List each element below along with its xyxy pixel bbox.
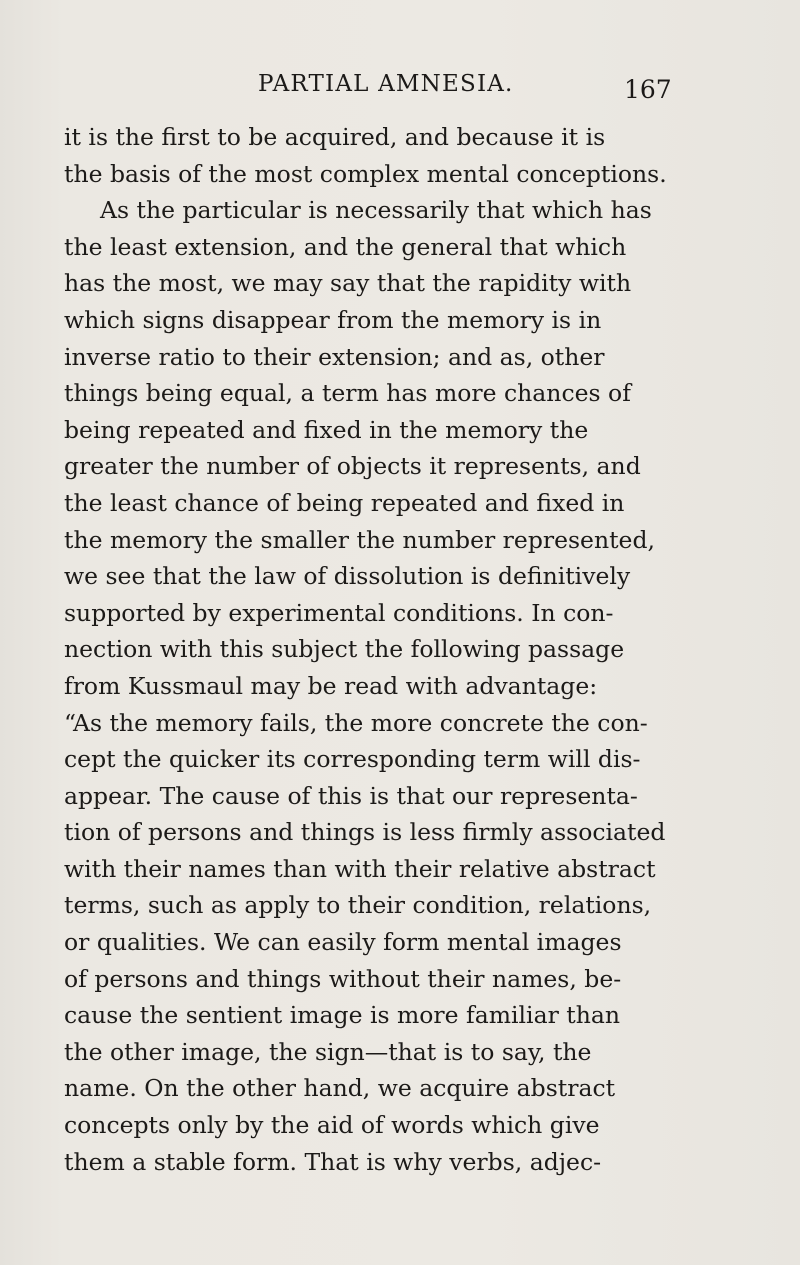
text-line-content: cept the quicker its corresponding term will dis- — [64, 745, 641, 774]
text-line-content: the other image, the sign—that is to say, the — [64, 1037, 592, 1066]
text-line-content: As the particular is necessarily that which has — [100, 196, 652, 225]
text-line — [64, 705, 684, 742]
text-line — [64, 778, 684, 815]
text-line — [64, 302, 684, 339]
text-line-content: supported by experimental conditions. In con- — [64, 598, 614, 627]
text-line-content: the least extension, and the general that which — [64, 232, 627, 261]
text-line — [64, 668, 684, 705]
text-line — [64, 887, 684, 924]
text-line — [64, 448, 684, 485]
text-line-content: being repeated and fixed in the memory the — [64, 415, 589, 444]
text-line-content: name. On the other hand, we acquire abstract — [64, 1074, 616, 1103]
text-line-content: “As the memory fails, the more concrete the con- — [64, 708, 648, 737]
text-line — [64, 1144, 684, 1181]
text-line-content: appear. The cause of this is that our representa- — [64, 781, 638, 810]
text-line — [64, 558, 684, 595]
text-line-content: with their names than with their relative abstract — [64, 854, 656, 883]
text-line-content: it is the first to be acquired, and because it is — [64, 123, 606, 151]
text-line-content: them a stable form. That is why verbs, adjec- — [64, 1147, 602, 1176]
text-line-content: concepts only by the aid of words which give — [64, 1111, 600, 1140]
text-line — [64, 851, 684, 888]
text-line-content: terms, such as apply to their condition, relations, — [64, 891, 652, 920]
text-line-content: tion of persons and things is less firmly associated — [64, 818, 666, 847]
text-line-content: things being equal, a term has more chances of — [64, 379, 631, 408]
text-line — [64, 156, 684, 193]
text-line — [64, 522, 684, 559]
text-line-content: has the most, we may say that the rapidity with — [64, 269, 632, 298]
text-line-content: nection with this subject the following passage — [64, 635, 625, 664]
body-text — [64, 119, 684, 1180]
text-line — [64, 412, 684, 449]
text-line — [64, 1070, 684, 1107]
text-line-content: cause the sentient image is more familiar than — [64, 1001, 621, 1030]
text-line — [64, 997, 684, 1034]
text-line-content: which signs disappear from the memory is in — [64, 305, 602, 334]
text-line-content: we see that the law of dissolution is definitively — [64, 562, 631, 591]
text-line — [64, 265, 684, 302]
text-line-content: from Kussmaul may be read with advantage: — [64, 671, 598, 700]
text-line — [64, 192, 684, 229]
text-line — [64, 339, 684, 376]
text-line — [64, 741, 684, 778]
text-line — [64, 229, 684, 266]
running-head-title: PARTIAL AMNESIA. — [258, 71, 514, 97]
running-head — [0, 66, 800, 102]
text-line — [64, 631, 684, 668]
text-line — [64, 1107, 684, 1144]
text-line — [64, 1034, 684, 1071]
page-number: 167 — [624, 75, 672, 104]
text-line-content: or qualities. We can easily form mental images — [64, 928, 622, 957]
text-line — [64, 485, 684, 522]
text-line — [64, 595, 684, 632]
text-line — [64, 924, 684, 961]
text-line-content: the memory the smaller the number represented, — [64, 525, 655, 554]
text-line — [64, 961, 684, 998]
text-line — [64, 119, 684, 156]
text-line — [64, 375, 684, 412]
text-line-content: greater the number of objects it represents, and — [64, 452, 641, 481]
text-line-content: of persons and things without their names, be- — [64, 964, 622, 993]
text-line — [64, 814, 684, 851]
text-line-content: the least chance of being repeated and fixed in — [64, 488, 625, 517]
text-line-content: the basis of the most complex mental conceptions. — [64, 159, 667, 188]
text-line-content: inverse ratio to their extension; and as, other — [64, 342, 605, 371]
